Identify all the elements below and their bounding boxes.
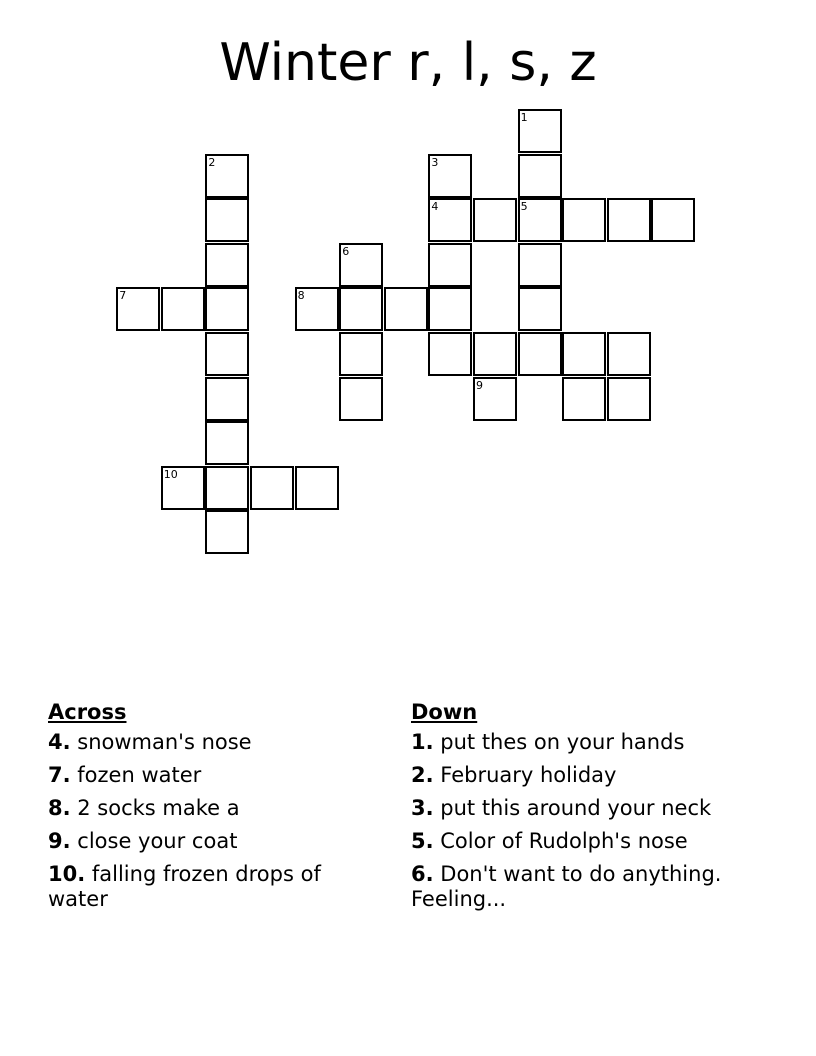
grid-cell[interactable] — [339, 332, 383, 376]
grid-cell[interactable] — [428, 287, 472, 331]
clue-down-5: 5. Color of Rudolph's nose — [411, 829, 688, 853]
clue-number: 10 — [163, 467, 178, 481]
clue-number: 5 — [520, 200, 528, 214]
grid-cell[interactable] — [518, 332, 562, 376]
grid-cell[interactable] — [339, 243, 383, 287]
clue-across-8: 8. 2 socks make a — [48, 796, 240, 820]
clue-number: 2 — [208, 155, 216, 169]
clue-number: 7 — [119, 289, 127, 303]
clue-across-10: 10. falling frozen drops of water — [48, 862, 321, 911]
clue-down-2: 2. February holiday — [411, 763, 617, 787]
grid-cell[interactable] — [518, 243, 562, 287]
clue-number: 6 — [342, 244, 350, 258]
grid-cell[interactable] — [473, 198, 517, 242]
clue-across-9: 9. close your coat — [48, 829, 238, 853]
down-clues — [411, 700, 771, 920]
clue-down-1: 1. put thes on your hands — [411, 730, 685, 754]
clue-across-7: 7. fozen water — [48, 763, 202, 787]
grid-cell[interactable] — [205, 421, 249, 465]
grid-cell[interactable] — [428, 154, 472, 198]
grid-cell[interactable] — [607, 332, 651, 376]
grid-cell[interactable] — [562, 332, 606, 376]
grid-cell[interactable] — [384, 287, 428, 331]
grid-cell[interactable] — [205, 243, 249, 287]
grid-cell[interactable] — [161, 287, 205, 331]
grid-cell[interactable] — [518, 109, 562, 153]
clue-down-3: 3. put this around your neck — [411, 796, 712, 820]
clue-across-4: 4. snowman's nose — [48, 730, 252, 754]
grid-cell[interactable] — [205, 198, 249, 242]
clue-number: 4 — [431, 200, 439, 214]
grid-cell[interactable] — [473, 377, 517, 421]
grid-cell[interactable] — [295, 466, 339, 510]
down-heading: Down — [411, 700, 478, 724]
grid-cell[interactable] — [562, 377, 606, 421]
grid-cell[interactable] — [250, 466, 294, 510]
grid-cell[interactable] — [205, 466, 249, 510]
grid-cell[interactable] — [339, 377, 383, 421]
grid-cell[interactable] — [116, 287, 160, 331]
grid-cell[interactable] — [518, 154, 562, 198]
clue-number: 8 — [297, 289, 305, 303]
grid-cell[interactable] — [205, 332, 249, 376]
grid-cell[interactable] — [473, 332, 517, 376]
across-heading: Across — [48, 700, 127, 724]
grid-cell[interactable] — [518, 287, 562, 331]
grid-cell[interactable] — [339, 287, 383, 331]
grid-cell[interactable] — [607, 198, 651, 242]
grid-cell[interactable] — [428, 198, 472, 242]
grid-cell[interactable] — [518, 198, 562, 242]
grid-cell[interactable] — [428, 243, 472, 287]
clue-number: 9 — [476, 378, 483, 392]
across-clues — [48, 700, 378, 920]
grid-cell[interactable] — [428, 332, 472, 376]
grid-cell[interactable] — [205, 377, 249, 421]
clue-number: 1 — [520, 111, 528, 124]
grid-cell[interactable] — [205, 154, 249, 198]
clue-number: 3 — [431, 155, 439, 169]
clue-down-6: 6. Don't want to do anything. Feeling... — [411, 862, 722, 911]
grid-cell[interactable] — [607, 377, 651, 421]
grid-cell[interactable] — [295, 287, 339, 331]
grid-cell[interactable] — [205, 510, 249, 554]
grid-cell[interactable] — [651, 198, 695, 242]
grid-cell[interactable] — [205, 287, 249, 331]
page-title: Winter r, l, s, z — [219, 33, 597, 93]
grid-cell[interactable] — [562, 198, 606, 242]
grid-cell[interactable] — [161, 466, 205, 510]
